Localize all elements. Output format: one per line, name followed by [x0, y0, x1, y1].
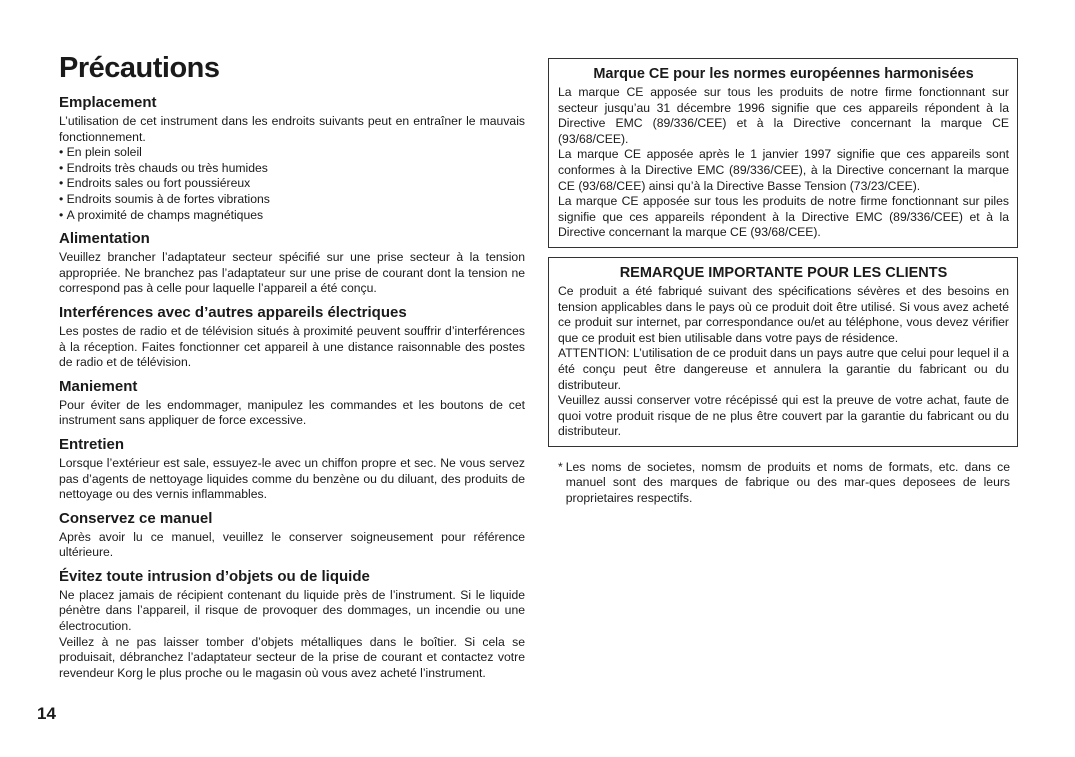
important-notice-heading: REMARQUE IMPORTANTE POUR LES CLIENTS — [619, 264, 948, 281]
page-number: 14 — [37, 704, 56, 723]
entretien-heading: Entretien — [59, 435, 125, 453]
list-item: • Endroits très chauds ou très humides — [59, 161, 525, 177]
important-notice-paragraph-1: Ce produit a été fabriqué suivant des spécifications sévères et des besoins en tension applicables dans le pays où ce produit doit être utilisé. Si vous avez acheté ce produit sur internet, par correspondance ou/et au téléphone, vous devez vérifier que ce produit est bien utilisable dans votre pays de résidence. — [558, 283, 1009, 345]
intrusion-text-1: Ne placez jamais de récipient contenant du liquide près de l’instrument. Si le liquide pénètre dans l’appareil, il risque de provoquer des dommages, un incendie ou une électrocution. — [59, 587, 525, 634]
list-item: • A proximité de champs magnétiques — [59, 208, 525, 224]
section-intrusion — [59, 568, 525, 682]
trademark-note — [558, 460, 1010, 507]
important-notice-paragraph-3: Veuillez aussi conserver votre récépissé qui est la preuve de votre achat, faute de quoi votre produit risque de ne plus être couvert par la garantie du fabricant ou du distributeur. — [558, 393, 1009, 439]
conservez-heading: Conservez ce manuel — [59, 509, 213, 527]
conservez-text: Après avoir lu ce manuel, veuillez le conserver soigneusement pour référence ultérieure. — [59, 529, 525, 560]
ce-mark-paragraph-3: La marque CE apposée sur tous les produits de notre firme fonctionnant sur piles signifie que ces appareils répondent à la Directive EMC (89/336/CEE) et à la Directive concernant la marque CE (93/68/CEE). — [558, 194, 1009, 240]
section-emplacement — [59, 94, 525, 223]
intrusion-text-2: Veillez à ne pas laisser tomber d’objets métalliques dans le boîtier. Si cela se produisait, débranchez l’adaptateur secteur de la prise de courant et contactez votre revendeur Korg le plus proche ou le magasin où vous avez acheté l’instrument. — [59, 634, 525, 680]
emplacement-bullet-list — [59, 145, 525, 223]
interferences-text: Les postes de radio et de télévision situés à proximité peuvent souffrir d’interférences à la réception. Faites fonctionner cet appareil à une distance raisonnable des postes de radio et de télévision. — [59, 323, 525, 370]
ce-mark-heading: Marque CE pour les normes européennes harmonisées — [593, 66, 974, 82]
maniement-text: Pour éviter de les endommager, manipulez les commandes et les boutons de cet instrument sans appliquer de force excessive. — [59, 397, 525, 428]
page-title: Précautions — [59, 52, 220, 84]
ce-mark-box — [548, 58, 1018, 248]
entretien-text: Lorsque l’extérieur est sale, essuyez-le avec un chiffon propre et sec. Ne vous servez pas d’agents de nettoyage liquides comme du benzène ou du diluant, des produits de nettoyage ou des vernis inflammables. — [59, 455, 525, 502]
footnote-marker: * — [558, 459, 563, 474]
left-column — [59, 50, 525, 681]
ce-mark-paragraph-2: La marque CE apposée après le 1 janvier 1997 signifie que ces appareils sont conformes à la Directive EMC (89/336/CEE), à la Directive concernant la marque CE (93/68/CEE) ainsi qu’à la Directive Basse Tension (73/23/CEE). — [558, 147, 1009, 193]
important-notice-box — [548, 257, 1018, 447]
right-column — [548, 58, 1018, 507]
alimentation-text: Veuillez brancher l’adaptateur secteur spécifié sur une prise secteur à la tension appropriée. Ne branchez pas l’adaptateur sur une prise de courant dont la tension ne correspond pas à celle pour laquelle l’appareil a été conçu. — [59, 250, 525, 296]
section-alimentation — [59, 230, 525, 297]
section-conservez — [59, 510, 525, 561]
section-entretien — [59, 436, 525, 503]
maniement-heading: Maniement — [59, 377, 138, 395]
trademark-note-text: Les noms de societes, nomsm de produits et noms de formats, etc. dans ce manuel sont des marques de fabrique ou des mar-ques deposees de leurs proprietaires respectifs. — [565, 459, 1010, 506]
intrusion-heading: Évitez toute intrusion d’objets ou de liquide — [59, 567, 370, 585]
interferences-heading: Interférences avec d’autres appareils électriques — [59, 303, 407, 321]
ce-mark-paragraph-1: La marque CE apposée sur tous les produits de notre firme fonctionnant sur secteur jusqu’au 31 décembre 1996 signifie que ces appareils répondent à la Directive EMC (89/336/CEE) et à la Directive concernant la marque CE (93/68/CEE). — [558, 85, 1009, 146]
section-maniement — [59, 378, 525, 429]
list-item: • Endroits sales ou fort poussiéreux — [59, 176, 525, 192]
emplacement-text: L’utilisation de cet instrument dans les endroits suivants peut en entraîner le mauvais fonctionnement. — [59, 114, 525, 144]
list-item: • En plein soleil — [59, 145, 525, 161]
alimentation-heading: Alimentation — [59, 230, 150, 248]
important-notice-paragraph-2: ATTENTION: L’utilisation de ce produit dans un pays autre que celui pour lequel il a été conçu peut être dangereuse et annulera la garantie du fabricant ou du distributeur. — [558, 346, 1009, 392]
emplacement-heading: Emplacement — [59, 94, 157, 111]
list-item: • Endroits soumis à de fortes vibrations — [59, 192, 525, 208]
section-interferences — [59, 304, 525, 371]
